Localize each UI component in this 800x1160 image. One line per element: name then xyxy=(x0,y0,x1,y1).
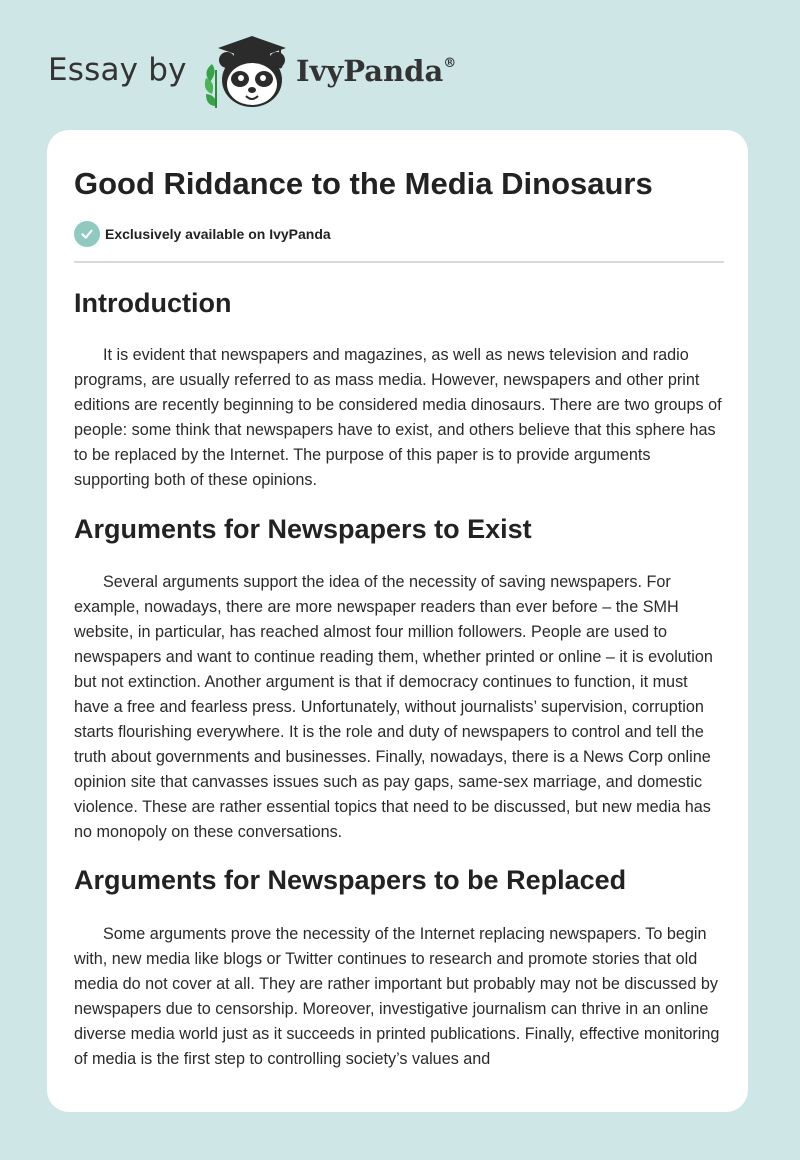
section-text-exist: Several arguments support the idea of the necessity of saving newspapers. For example, nowadays, there are more newspaper readers than ever before – the SMH website, in particular, has reached almost four million followers. People are used to newspapers and want to continue reading them, whether printed or online – it is evolution but not extinction. Another argument is that if democracy continues to function, it must have a free and fearless press. Unfortunately, without journalists’ supervision, corruption starts flourishing everywhere. It is the role and duty of newspapers to control and tell the truth about governments and businesses. Finally, nowadays, there is a News Corp online opinion site that canvasses issues such as pay gaps, same-sex marriage, and domestic violence. These are rather essential topics that need to be discussed, but new media has no monopoly on these conversations. xyxy=(74,573,713,841)
section-heading-introduction: Introduction xyxy=(74,288,232,318)
exclusive-badge xyxy=(74,221,331,247)
brand-name: IvyPanda® xyxy=(296,54,457,88)
panda-logo-icon xyxy=(200,30,296,110)
essay-by-label: Essay by xyxy=(48,52,187,88)
essay-card xyxy=(47,130,748,1112)
section-text-replaced: Some arguments prove the necessity of the Internet replacing newspapers. To begin with, new media like blogs or Twitter continues to research and promote stories that old media do not cover at all. They are rather important but probably may not be discussed by newspapers due to censorship. Moreover, investigative journalism can thrive in an online diverse media world just as it succeeds in printed publications. Finally, effective monitoring of media is the first step to controlling society’s values and xyxy=(74,925,720,1068)
section-text-introduction: It is evident that newspapers and magazines, as well as news television and radio programs, are usually referred to as mass media. However, newspapers and other print editions are recently beginning to be considered media dinosaurs. There are two groups of people: some think that newspapers have to exist, and others believe that this sphere has to be replaced by the Internet. The purpose of this paper is to provide arguments supporting both of these opinions. xyxy=(74,346,722,489)
page-title: Good Riddance to the Media Dinosaurs xyxy=(74,166,653,201)
exclusive-label: Exclusively available on IvyPanda xyxy=(105,226,331,242)
section-heading-replaced: Arguments for Newspapers to be Replaced xyxy=(74,865,627,895)
divider xyxy=(74,261,724,263)
site-header xyxy=(48,30,508,110)
section-heading-exist: Arguments for Newspapers to Exist xyxy=(74,514,532,544)
checkmark-icon xyxy=(74,221,100,247)
